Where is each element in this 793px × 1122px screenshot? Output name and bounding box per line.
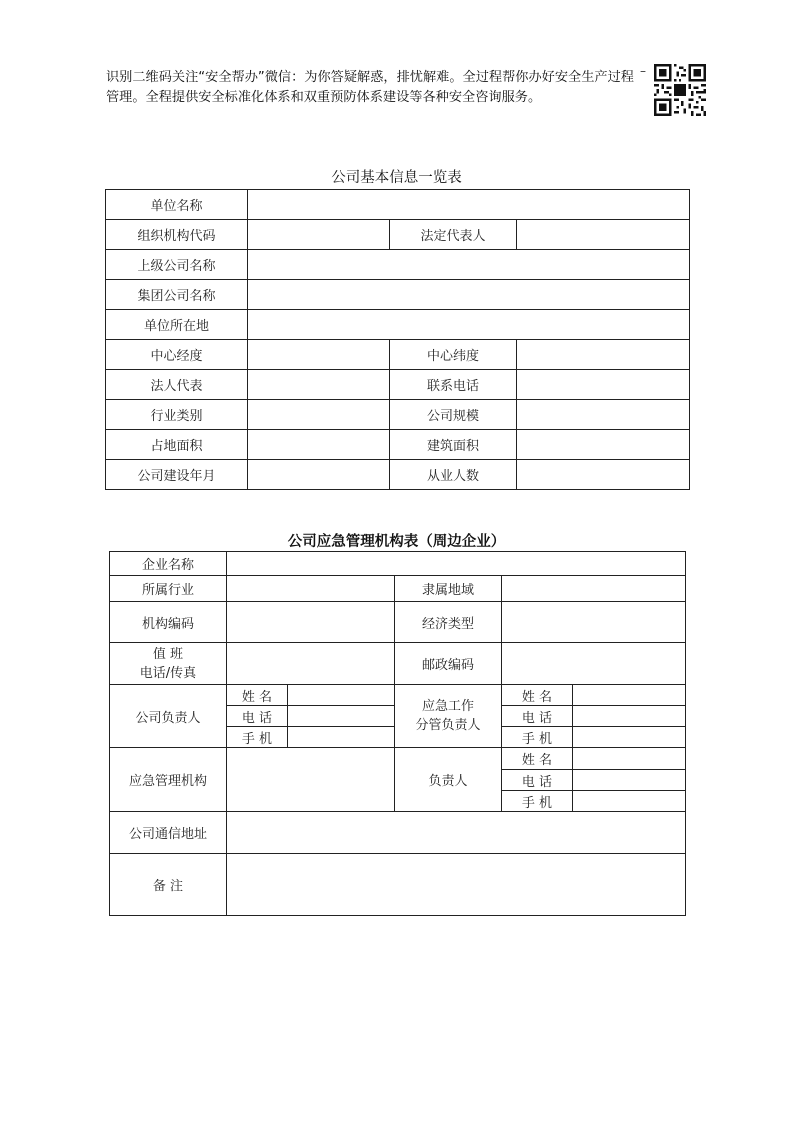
label-postcode: 邮政编码 xyxy=(395,643,502,685)
value-remarks[interactable] xyxy=(227,854,686,916)
value-org-head-name[interactable] xyxy=(573,748,686,770)
value-unit-name[interactable] xyxy=(248,190,690,220)
value-org-code[interactable] xyxy=(248,220,390,250)
label-industry: 所属行业 xyxy=(110,576,227,602)
value-build-date[interactable] xyxy=(248,460,390,490)
value-group-company[interactable] xyxy=(248,280,690,310)
value-scale[interactable] xyxy=(517,400,690,430)
label-scale: 公司规模 xyxy=(390,400,517,430)
label-deputy-head xyxy=(395,685,502,748)
value-postcode[interactable] xyxy=(502,643,686,685)
value-employees[interactable] xyxy=(517,460,690,490)
table-row xyxy=(106,370,690,400)
label-company-name: 企业名称 xyxy=(110,552,227,576)
label-region: 隶属地域 xyxy=(395,576,502,602)
label-phone: 联系电话 xyxy=(390,370,517,400)
table-row xyxy=(106,460,690,490)
table-row xyxy=(110,643,686,685)
qr-code-icon xyxy=(654,64,706,116)
value-duty-phone[interactable] xyxy=(227,643,395,685)
label-org-head-name: 姓 名 xyxy=(502,748,573,770)
value-org-head-tel[interactable] xyxy=(573,770,686,791)
emergency-title: 公司应急管理机构表（周边企业） xyxy=(287,534,506,550)
label-deputy-tel: 电 话 xyxy=(502,706,573,727)
label-economic-type: 经济类型 xyxy=(395,602,502,643)
table-row xyxy=(106,280,690,310)
deputy-label-line1: 应急工作 xyxy=(421,699,474,714)
label-building-area: 建筑面积 xyxy=(390,430,517,460)
value-org-code[interactable] xyxy=(227,602,395,643)
value-phone[interactable] xyxy=(517,370,690,400)
table-row xyxy=(106,430,690,460)
value-land-area[interactable] xyxy=(248,430,390,460)
value-location[interactable] xyxy=(248,310,690,340)
basic-info-table xyxy=(105,189,690,490)
table-row xyxy=(106,220,690,250)
label-location: 单位所在地 xyxy=(106,310,248,340)
label-legal-person: 法人代表 xyxy=(106,370,248,400)
value-company-name[interactable] xyxy=(227,552,686,576)
value-deputy-name[interactable] xyxy=(573,685,686,706)
label-group-company: 集团公司名称 xyxy=(106,280,248,310)
label-legal-rep: 法定代表人 xyxy=(390,220,517,250)
label-mgmt-org: 应急管理机构 xyxy=(110,748,227,812)
label-deputy-name: 姓 名 xyxy=(502,685,573,706)
value-industry[interactable] xyxy=(227,576,395,602)
label-address: 公司通信地址 xyxy=(110,812,227,854)
label-duty-phone xyxy=(110,643,227,685)
table-row xyxy=(110,854,686,916)
table-row xyxy=(106,310,690,340)
label-longitude: 中心经度 xyxy=(106,340,248,370)
table-row xyxy=(110,552,686,576)
label-org-head-mobile: 手 机 xyxy=(502,791,573,812)
label-org-code: 组织机构代码 xyxy=(106,220,248,250)
label-org-head-tel: 电 话 xyxy=(502,770,573,791)
table-row xyxy=(110,576,686,602)
value-deputy-tel[interactable] xyxy=(573,706,686,727)
value-industry[interactable] xyxy=(248,400,390,430)
value-parent-company[interactable] xyxy=(248,250,690,280)
label-org-code: 机构编码 xyxy=(110,602,227,643)
basic-info-title: 公司基本信息一览表 xyxy=(331,170,462,186)
table-row xyxy=(106,400,690,430)
label-head-mobile: 手 机 xyxy=(227,727,288,748)
value-legal-person[interactable] xyxy=(248,370,390,400)
table-row xyxy=(110,685,686,706)
header-notice: 识别二维码关注“安全帮办”微信：为你答疑解惑，排忧解难。全过程帮你办好安全生产过程管理。全程提供安全标准化体系和双重预防体系建设等各种安全咨询服务。 xyxy=(106,70,634,105)
label-parent-company: 上级公司名称 xyxy=(106,250,248,280)
duty-label-line1: 值 班 xyxy=(152,646,184,662)
value-region[interactable] xyxy=(502,576,686,602)
value-longitude[interactable] xyxy=(248,340,390,370)
label-employees: 从业人数 xyxy=(390,460,517,490)
table-row xyxy=(106,340,690,370)
header-dash: – xyxy=(640,64,646,78)
label-deputy-mobile: 手 机 xyxy=(502,727,573,748)
value-mgmt-org[interactable] xyxy=(227,748,395,812)
value-head-mobile[interactable] xyxy=(288,727,395,748)
label-industry: 行业类别 xyxy=(106,400,248,430)
label-land-area: 占地面积 xyxy=(106,430,248,460)
value-org-head-mobile[interactable] xyxy=(573,791,686,812)
value-economic-type[interactable] xyxy=(502,602,686,643)
value-building-area[interactable] xyxy=(517,430,690,460)
table-row xyxy=(106,250,690,280)
value-legal-rep[interactable] xyxy=(517,220,690,250)
label-remarks: 备 注 xyxy=(110,854,227,916)
duty-label-line2: 电话/传真 xyxy=(139,665,197,681)
deputy-label-line2: 分管负责人 xyxy=(415,718,481,733)
table-row xyxy=(110,602,686,643)
table-row xyxy=(106,190,690,220)
value-latitude[interactable] xyxy=(517,340,690,370)
label-org-head: 负责人 xyxy=(395,748,502,812)
label-unit-name: 单位名称 xyxy=(106,190,248,220)
value-deputy-mobile[interactable] xyxy=(573,727,686,748)
label-company-head: 公司负责人 xyxy=(110,685,227,748)
table-row xyxy=(110,812,686,854)
value-head-name[interactable] xyxy=(288,685,395,706)
table-row xyxy=(110,748,686,770)
label-build-date: 公司建设年月 xyxy=(106,460,248,490)
label-head-tel: 电 话 xyxy=(227,706,288,727)
value-head-tel[interactable] xyxy=(288,706,395,727)
value-address[interactable] xyxy=(227,812,686,854)
label-head-name: 姓 名 xyxy=(227,685,288,706)
label-latitude: 中心纬度 xyxy=(390,340,517,370)
emergency-table xyxy=(109,551,686,916)
